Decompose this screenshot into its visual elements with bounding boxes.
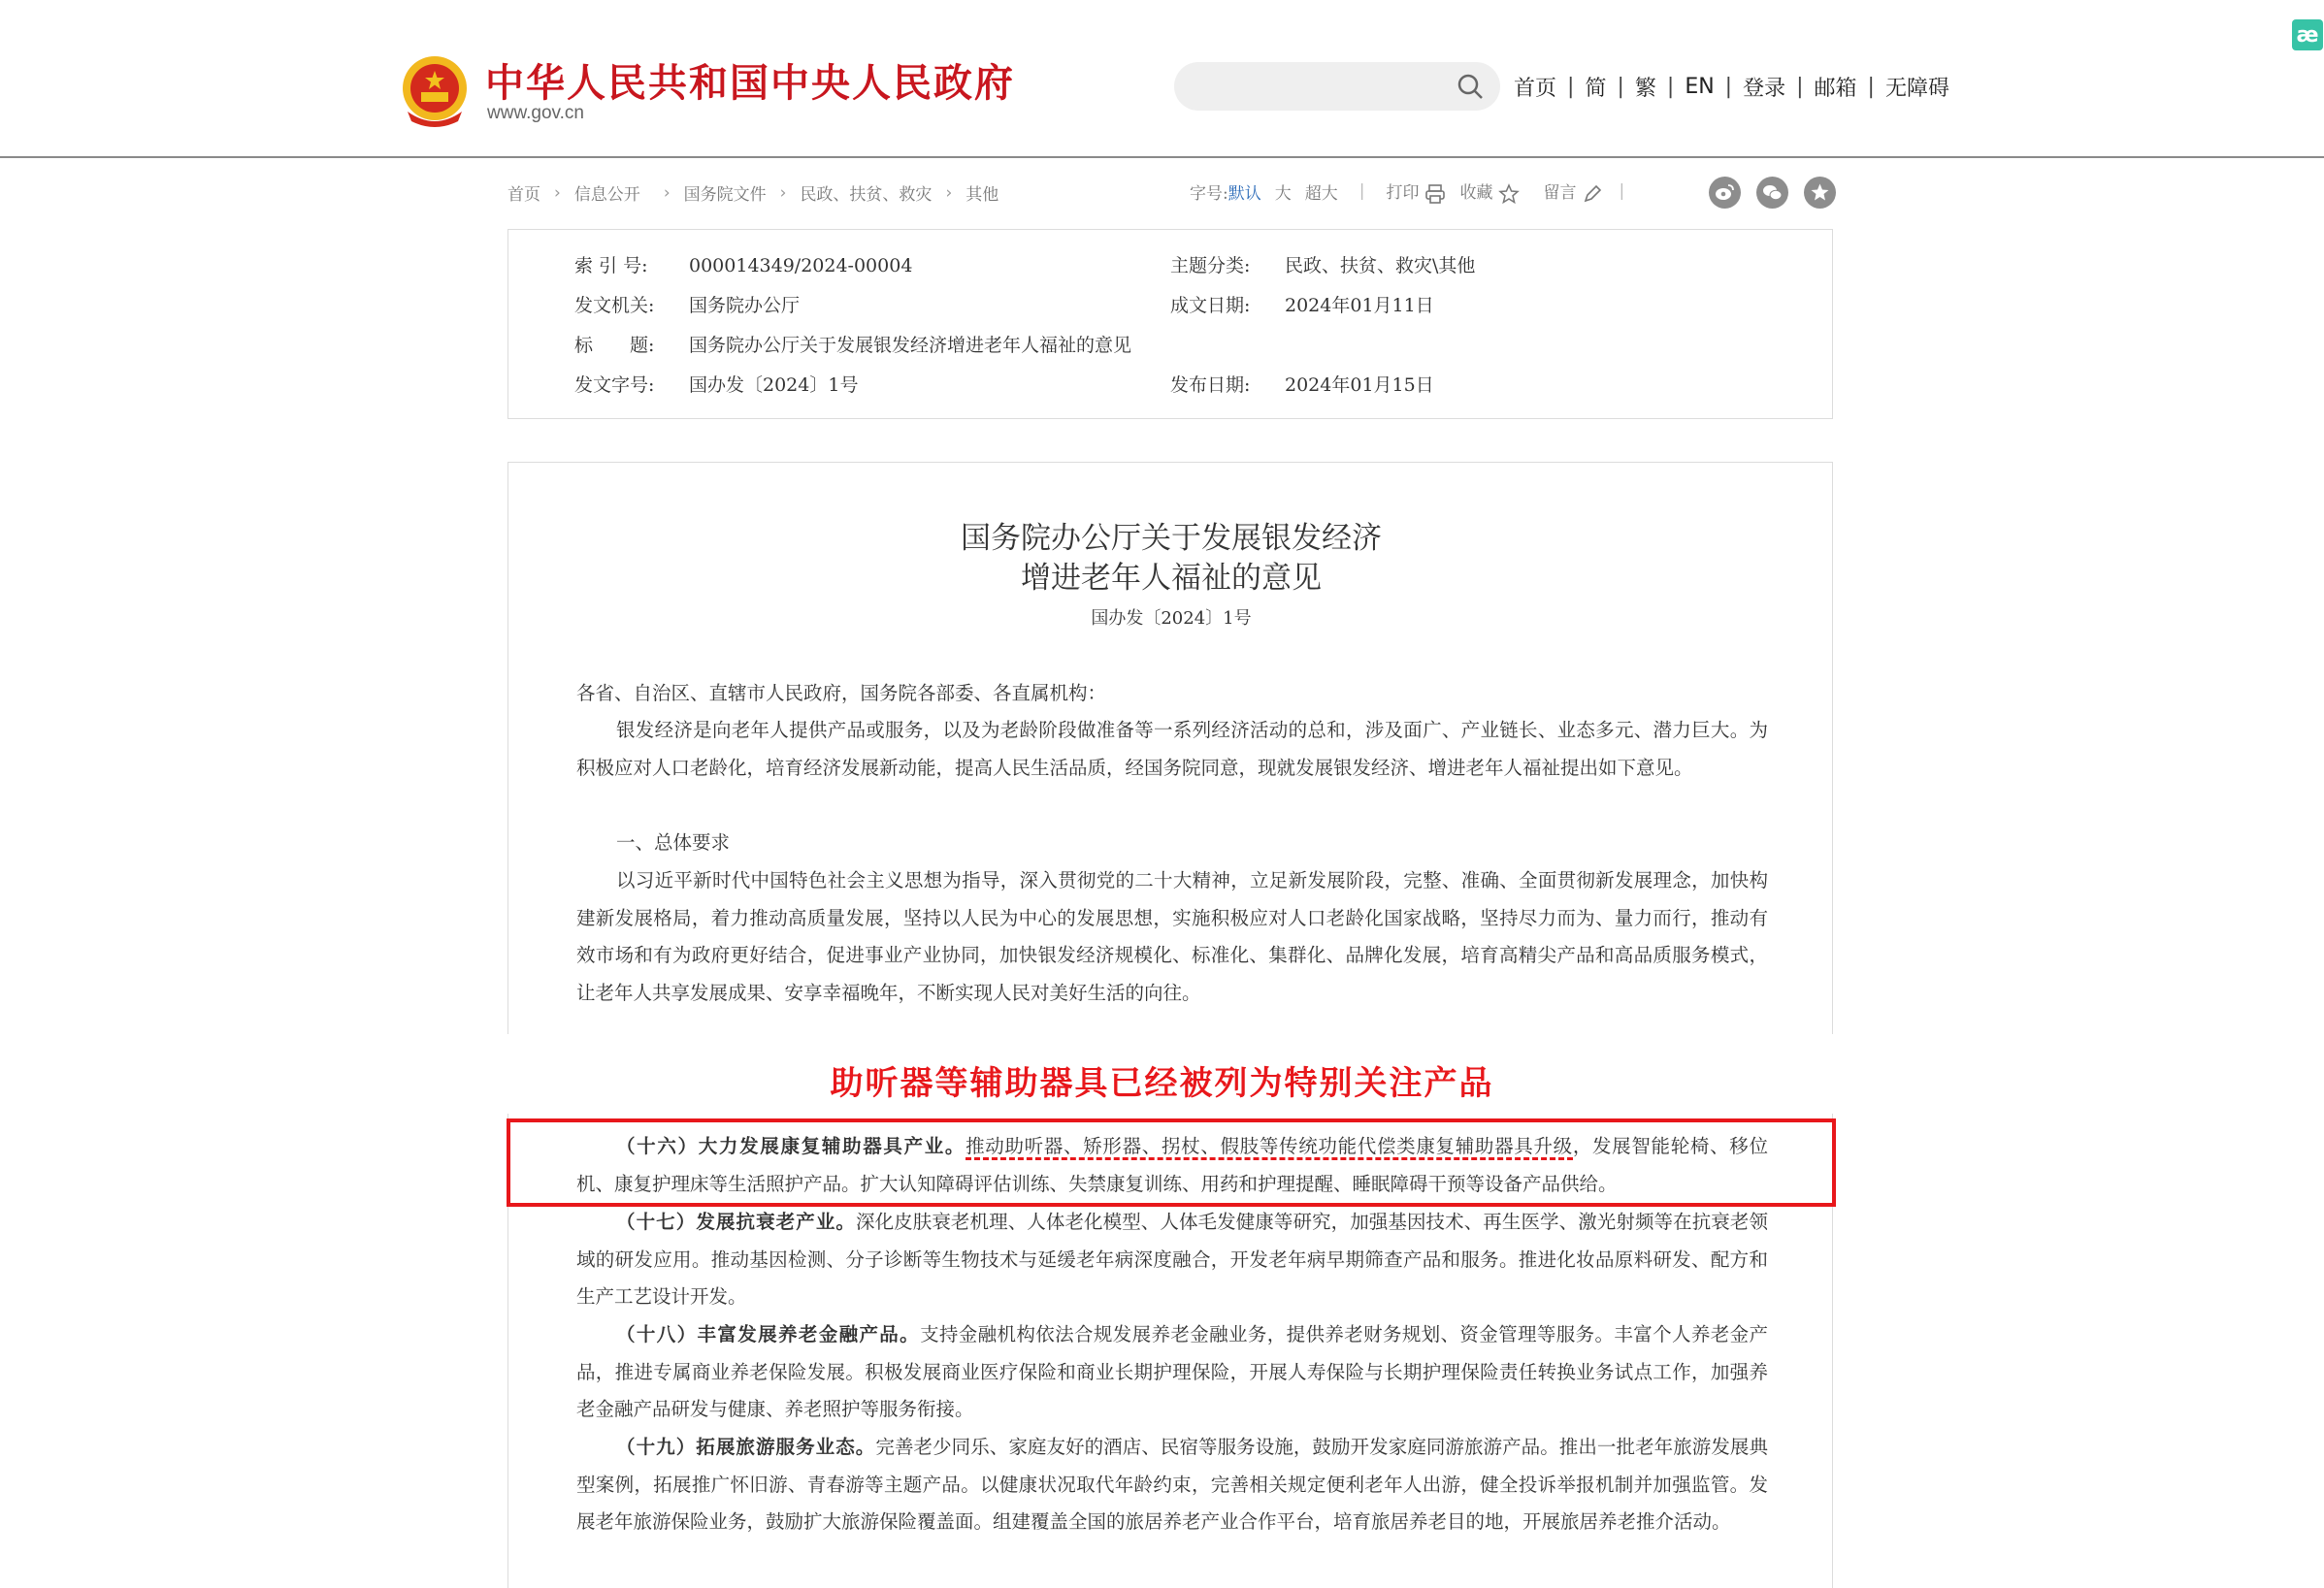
section-17-paragraph <box>576 1204 1768 1316</box>
document-number: 国办发〔2024〕1号 <box>1091 608 1252 629</box>
print-button[interactable] <box>1386 178 1446 205</box>
wechat-share-button[interactable] <box>1756 177 1788 209</box>
breadcrumb-other[interactable]: 其他 <box>966 185 999 205</box>
top-navigation: 首页 | 简 | 繁 | EN | 登录 | 邮箱 | 无障碍 <box>1514 72 1949 102</box>
meta-value: 000014349/2024-00004 <box>689 255 913 276</box>
meta-title-row <box>574 331 1131 357</box>
nav-login[interactable]: 登录 <box>1743 77 1786 101</box>
meta-key: 主题分类: <box>1170 255 1251 276</box>
section-19-text: 完善老少同乐、家庭友好的酒店、民宿等服务设施，鼓励开发家庭同游旅游产品。推出一批老年旅游发展典型案例，拓展推广怀旧游、青春游等主题产品。以健康状况取代年龄约束，完善相关规定便利老年人出游，健全投诉举报机制并加强监管。发展老年旅游保险业务，鼓励扩大旅游保险覆盖面。组建覆盖全国的旅居养老产业合作平台，培育旅居养老目的地，开展旅居养老推介活动。 <box>576 1436 1768 1533</box>
section-18-paragraph <box>576 1316 1768 1429</box>
wechat-icon <box>1762 182 1783 203</box>
favorite-star-icon <box>1810 182 1830 203</box>
breadcrumb-civil-affairs[interactable]: 民政、扶贫、救灾 <box>800 185 933 205</box>
comment-label: 留言 <box>1543 183 1577 203</box>
intro-paragraph: 银发经济是向老年人提供产品或服务，以及为老龄阶段做准备等一系列经济活动的总和，涉及面广、产业链长、业态多元、潜力巨大。为积极应对人口老龄化，培育经济发展新动能，提高人民生活品质，经国务院同意，现就发展银发经济、增进老年人福祉提出如下意见。 <box>576 719 1768 779</box>
breadcrumb-info-disclosure[interactable]: 信息公开 <box>573 185 640 205</box>
meta-key: 标 题: <box>574 335 655 356</box>
font-size-xlarge[interactable]: 超大 <box>1304 183 1338 204</box>
breadcrumb-home[interactable]: 首页 <box>507 185 540 205</box>
meta-index-row <box>574 251 912 277</box>
meta-value: 国办发〔2024〕1号 <box>689 374 859 396</box>
national-emblem-logo[interactable] <box>400 53 470 127</box>
favorite-label: 收藏 <box>1459 183 1493 203</box>
meta-value: 民政、扶贫、救灾\其他 <box>1285 255 1476 276</box>
nav-traditional[interactable]: 繁 <box>1634 77 1656 101</box>
nav-accessibility[interactable]: 无障碍 <box>1884 77 1949 101</box>
site-url: www.gov.cn <box>487 103 584 123</box>
meta-value: 国务院办公厅关于发展银发经济增进老年人福祉的意见 <box>689 335 1132 356</box>
weibo-share-button[interactable] <box>1709 177 1741 209</box>
highlighted-hearing-aid-text: 推动助听器、矫形器、拐杖、假肢等传统功能代偿类康复辅助器具升级 <box>966 1135 1573 1160</box>
star-icon <box>1498 183 1520 205</box>
meta-value: 2024年01月15日 <box>1285 374 1434 396</box>
weibo-icon <box>1715 182 1735 203</box>
section-17-text: 深化皮肤衰老机理、人体老化模型、人体毛发健康等研究，加强基因技术、再生医学、激光射频等在抗衰老领域的研发应用。推动基因检测、分子诊断等生物技术与延缓老年病深度融合，开发老年病早期筛查产品和服务。推进化妆品原料研发、配方和生产工艺设计开发。 <box>576 1211 1768 1308</box>
nav-english[interactable]: EN <box>1685 75 1715 99</box>
section-18-heading: （十八）丰富发展养老金融产品。 <box>616 1323 921 1345</box>
nav-mailbox[interactable]: 邮箱 <box>1814 77 1857 101</box>
meta-key: 发文字号: <box>574 374 655 396</box>
search-input[interactable] <box>1174 62 1500 111</box>
printer-icon <box>1424 183 1446 205</box>
section-17-heading: （十七）发展抗衰老产业。 <box>616 1211 857 1233</box>
document-title-line1: 国务院办公厅关于发展银发经济 <box>961 521 1382 556</box>
meta-written-date-row <box>1170 291 1434 317</box>
document-body <box>507 462 1833 1034</box>
salutation: 各省、自治区、直辖市人民政府，国务院各部委、各直属机构： <box>576 682 1107 704</box>
nav-simplified[interactable]: 简 <box>1585 77 1607 101</box>
meta-key: 索 引 号: <box>574 255 648 276</box>
section-16-text: ，发展智能轮椅、移位机、康复护理床等生活照护产品。扩大认知障碍评估训练、失禁康复训练、用药和护理提醒、睡眠障碍干预等设备产品供给。 <box>576 1135 1768 1195</box>
favorite-button[interactable] <box>1459 178 1520 205</box>
breadcrumb-state-council-docs[interactable]: 国务院文件 <box>683 185 767 205</box>
breadcrumb: 首页 › 信息公开 › 国务院文件 › 民政、扶贫、救灾 › 其他 <box>507 180 998 205</box>
annotation-highlight-box <box>507 1118 1836 1207</box>
meta-published-date-row <box>1170 371 1434 397</box>
document-metadata-table <box>507 229 1833 419</box>
meta-value: 国务院办公厅 <box>689 295 801 316</box>
comment-button[interactable] <box>1543 178 1603 205</box>
site-header <box>0 0 2324 158</box>
font-size-default[interactable]: 默认 <box>1227 183 1261 204</box>
section-heading: 一、总体要求 <box>616 831 731 854</box>
nav-home[interactable]: 首页 <box>1514 77 1557 101</box>
section-paragraph: 以习近平新时代中国特色社会主义思想为指导，深入贯彻党的二十大精神，立足新发展阶段，完整、准确、全面贯彻新发展理念，加快构建新发展格局，着力推动高质量发展，坚持以人民为中心的发展思想，实施积极应对人口老龄化国家战略，坚持尽力而为、量力而行，推动有效市场和有为政府更好结合，促进事业产业协同，加快银发经济规模化、标准化、集群化、品牌化发展，培育高精尖产品和高品质服务模式，让老年人共享发展成果、安享幸福晚年，不断实现人民对美好生活的向往。 <box>576 869 1768 1004</box>
share-buttons <box>1709 177 1836 209</box>
favorite-share-button[interactable] <box>1804 177 1836 209</box>
annotation-caption: 助听器等辅助器具已经被列为特别关注产品 <box>830 1064 1494 1103</box>
meta-key: 发布日期: <box>1170 374 1251 396</box>
browser-extension-icon[interactable]: æ <box>2292 19 2323 50</box>
document-title-line2: 增进老年人福祉的意见 <box>1021 561 1322 596</box>
search-icon[interactable] <box>1456 72 1485 101</box>
site-title[interactable]: 中华人民共和国中央人民政府 <box>485 61 1015 106</box>
section-18-text: 支持金融机构依法合规发展养老金融业务，提供养老财务规划、资金管理等服务。丰富个人养老金产品，推进专属商业养老保险发展。积极发展商业医疗保险和商业长期护理保险，开展人寿保险与长期护理保险责任转换业务试点工作，加强养老金融产品研发与健康、养老照护等服务衔接。 <box>576 1323 1768 1420</box>
font-size-large[interactable]: 大 <box>1274 183 1292 204</box>
print-label: 打印 <box>1386 183 1420 203</box>
font-size-label: 字号: <box>1190 183 1228 204</box>
section-19-heading: （十九）拓展旅游服务业态。 <box>616 1436 876 1458</box>
section-16-heading: （十六）大力发展康复辅助器具产业。 <box>616 1135 966 1157</box>
pencil-icon <box>1582 183 1603 205</box>
meta-value: 2024年01月11日 <box>1285 295 1434 316</box>
meta-issuer-row <box>574 291 800 317</box>
meta-docno-row <box>574 371 858 397</box>
meta-topic-row <box>1170 251 1475 277</box>
section-19-paragraph <box>576 1429 1768 1541</box>
article-tools: 字号: 默认 大 超大 | 打印 收藏 留言 | <box>1190 178 1646 205</box>
meta-key: 发文机关: <box>574 295 655 316</box>
meta-key: 成文日期: <box>1170 295 1251 316</box>
